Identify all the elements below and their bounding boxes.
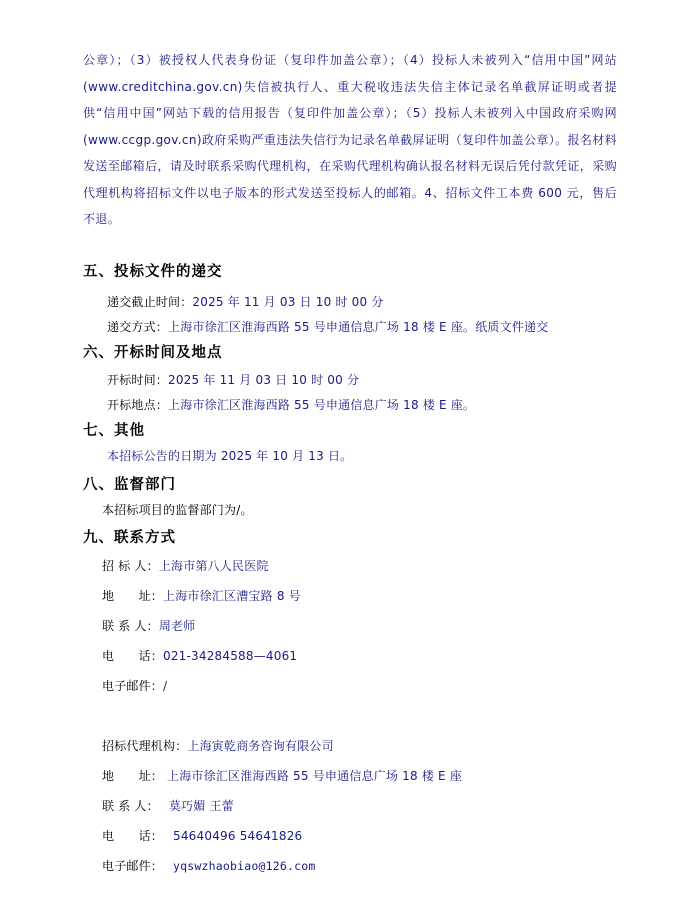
opening-place-value: 上海市徐汇区淮海西路 55 号申通信息广场 18 楼 E 座。 (168, 398, 476, 412)
buyer-email-value: / (163, 679, 168, 693)
submission-deadline-label: 递交截止时间： (107, 295, 193, 309)
buyer-email-label: 电子邮件： (102, 679, 164, 693)
opening-place-label: 开标地点： (107, 398, 169, 412)
section-5-heading: 五、投标文件的递交 (83, 264, 223, 280)
buyer-address-value: 上海市徐汇区漕宝路 8 号 (163, 589, 301, 603)
section-8-heading: 八、监督部门 (83, 477, 176, 493)
opening-place-line (107, 396, 475, 414)
supervision-text: 本招标项目的监督部门为/。 (102, 503, 253, 517)
agent-name-label: 招标代理机构： (102, 739, 188, 753)
buyer-name-value: 上海市第八人民医院 (158, 559, 269, 573)
announcement-date-text: 本招标公告的日期为 2025 年 10 月 13 日。 (107, 449, 353, 463)
buyer-name-label: 招 标 人： (102, 559, 159, 573)
intro-text: 公章）；（3）被授权人代表身份证（复印件加盖公章）；（4）投标人未被列入“信用中国”网站(www.creditchina.gov.cn)失信被执行人、重大税收违法失信主体记录名单截屏证明或者提供“信用中国”网站下载的信用报告（复印件加盖公章）；（5）投标人未被列入中国政府采购网(www.ccgp.gov.cn)政府采购严重违法失信行为记录名单截屏证明（复印件加盖公章）。报名材料发送至邮箱后，请及时联系采购代理机构，在采购代理机构确认报名材料无误后凭付款凭证，采购代理机构将招标文件以电子版本的形式发送至投标人的邮箱。 (83, 53, 617, 200)
agent-address-label: 地 址： (102, 769, 164, 783)
buyer-email-line (102, 677, 167, 695)
submission-deadline-value: 2025 年 11 月 03 日 10 时 00 分 (192, 295, 384, 309)
buyer-contact-line (102, 617, 195, 635)
submission-method-value: 上海市徐汇区淮海西路 55 号申通信息广场 18 楼 E 座。纸质文件递交 (168, 320, 549, 334)
agent-contact-line (102, 797, 234, 815)
agent-email-value[interactable]: yqswzhaobiao@126.com (173, 859, 316, 873)
agent-contact-value: 莫巧媚 王蕾 (168, 799, 234, 813)
agent-email-label: 电子邮件： (102, 859, 164, 873)
agent-address-line (102, 767, 462, 785)
intro-fee-text: 4、招标文件工本费 600 元，售后不退。 (83, 185, 617, 226)
agent-name-line (102, 737, 334, 755)
agent-name-value: 上海寅乾商务咨询有限公司 (187, 739, 334, 753)
submission-method-label: 递交方式： (107, 320, 169, 334)
agent-address-value: 上海市徐汇区淮海西路 55 号申通信息广场 18 楼 E 座 (167, 769, 463, 783)
section-6-heading: 六、开标时间及地点 (83, 345, 223, 361)
agent-phone-value: 54640496 54641826 (173, 829, 303, 843)
opening-time-label: 开标时间： (107, 373, 169, 387)
opening-time-line (107, 371, 359, 389)
section-9-heading: 九、联系方式 (83, 530, 176, 546)
agent-phone-label: 电 话： (102, 829, 164, 843)
submission-deadline-line (107, 293, 384, 311)
buyer-contact-value: 周老师 (158, 619, 196, 633)
buyer-contact-label: 联 系 人： (102, 619, 159, 633)
agent-email-line (102, 857, 316, 875)
buyer-address-line (102, 587, 301, 605)
buyer-name-line (102, 557, 269, 575)
buyer-phone-value: 021-34284588—4061 (163, 649, 298, 663)
agent-contact-label: 联 系 人： (102, 799, 159, 813)
agent-phone-line (102, 827, 302, 845)
intro-paragraph (83, 47, 617, 233)
opening-time-value: 2025 年 11 月 03 日 10 时 00 分 (168, 373, 360, 387)
buyer-phone-line (102, 647, 297, 665)
buyer-phone-label: 电 话： (102, 649, 164, 663)
buyer-address-label: 地 址： (102, 589, 164, 603)
section-7-heading: 七、其他 (83, 423, 145, 439)
submission-method-line (107, 318, 548, 336)
